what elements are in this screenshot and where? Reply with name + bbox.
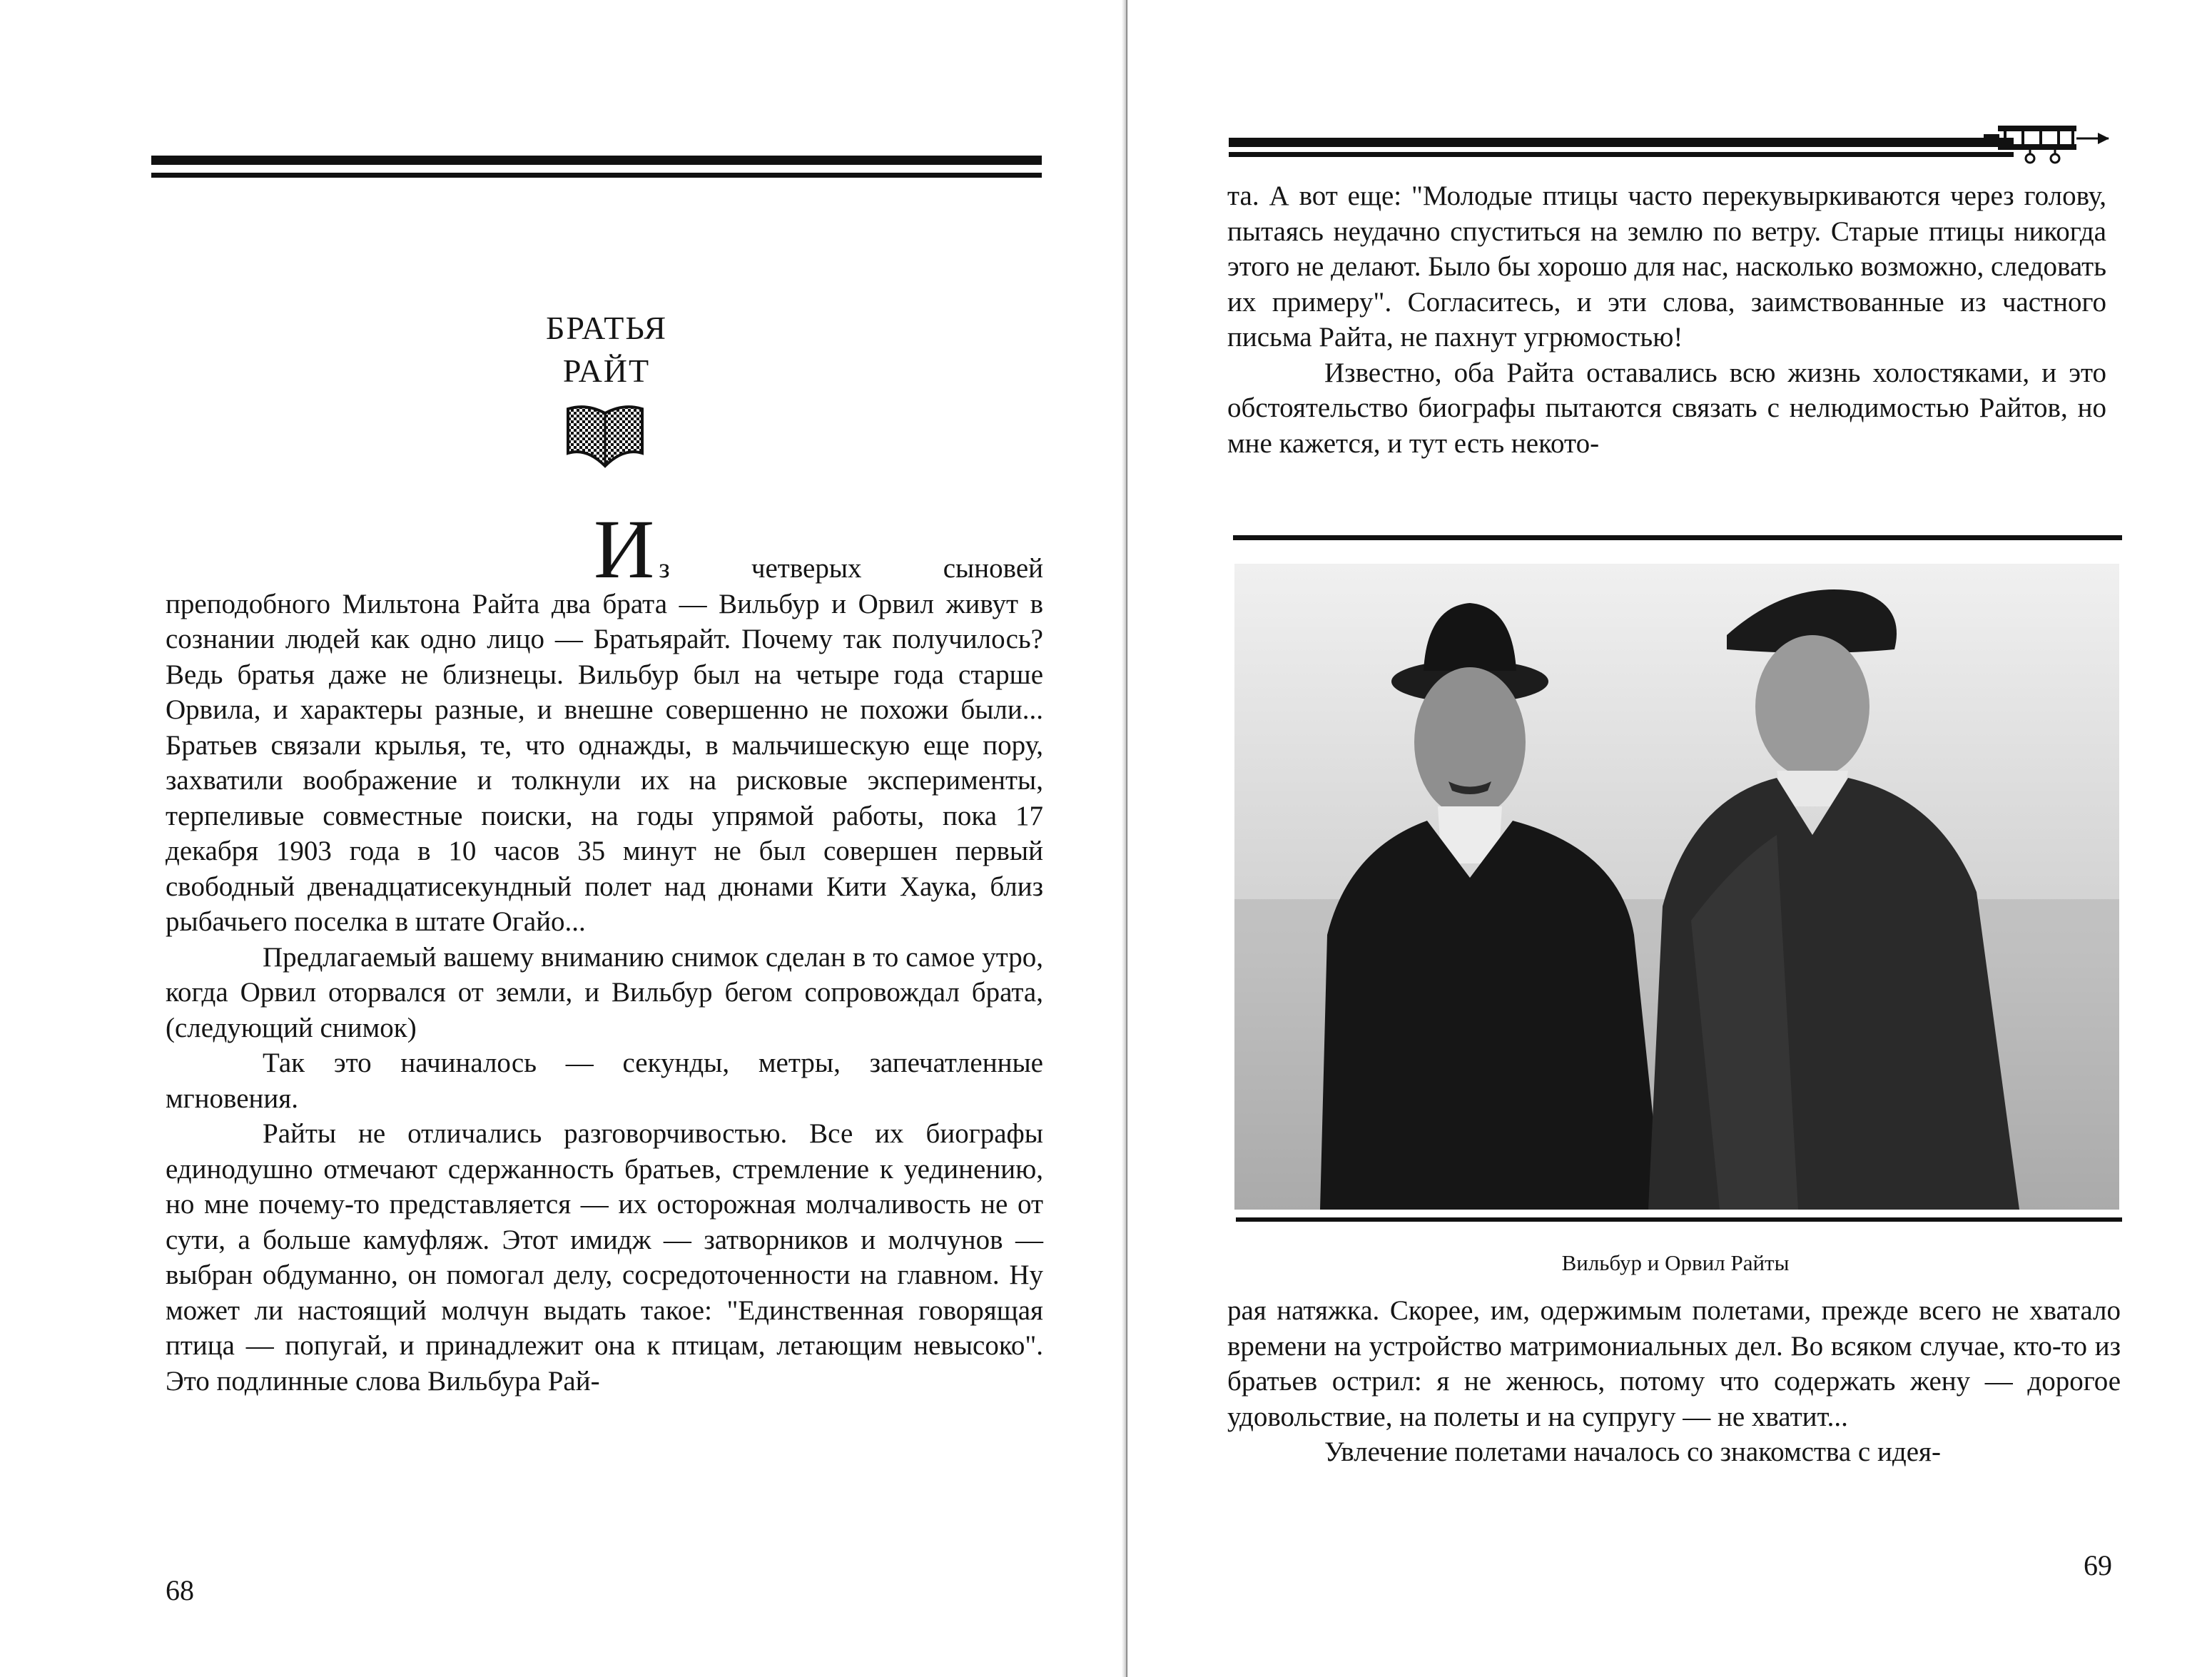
left-header-rule-thick <box>151 156 1042 165</box>
right-body-text-top <box>1227 178 2106 461</box>
right-header-rule-thick <box>1229 138 2014 147</box>
paragraph: Предлагаемый вашему вниманию снимок сделан в то самое утро, когда Орвил оторвался от земли, и Вильбур бегом сопровождал брата, (следующий снимок) <box>166 941 1043 1043</box>
paragraph: Известно, оба Райта оставались всю жизнь холостяками, и это обстоятельство биографы пытаются связать с нелюдимостью Райтов, но мне кажется, и тут есть некото- <box>1227 357 2106 459</box>
chapter-title-line2: РАЙТ <box>562 353 651 389</box>
paragraph: рая натяжка. Скорее, им, одержимым полетами, прежде всего не хватало времени на устройство матримониальных дел. Во всяком случае, кто-то из братьев острил: я не женюсь, потому что содержать жену — дорогое удовольствие, на полеты и на супругу — не хватит... <box>1227 1295 2121 1432</box>
right-body-text-bottom <box>1227 1293 2121 1470</box>
right-header-rule-thin <box>1229 152 2014 157</box>
paragraph: та. А вот еще: "Молодые птицы часто перекувыркиваются через голову, пытаясь неудачно спуститься на землю по ветру. Старые птицы никогда этого не делают. Было бы хорошо для нас, насколько возможно, следовать их примеру". Согласитесь, и эти слова, заимствованные из частного письма Райта, не пахнут угрюмостью! <box>1227 181 2106 353</box>
photo-bottom-rule <box>1236 1217 2122 1222</box>
left-body-text <box>166 502 1043 1399</box>
photo-top-rule <box>1233 535 2122 540</box>
drop-cap: И <box>594 502 655 596</box>
paragraph: Так это начиналось — секунды, метры, запечатленные мгновения. <box>166 1048 1043 1114</box>
paragraph: Увлечение полетами началось со знакомства с идея- <box>1324 1437 1941 1467</box>
paragraph-text: з четверых сыновей преподобного Мильтона Райта два брата — Вильбур и Орвил живут в сознании людей как одно лицо — Братьярайт. Почему так получилось? Ведь братья даже не близнецы. Вильбур был на четыре года старше Орвила, и характеры разные, и внешне совершенно не похожи были... Братьев связали крылья, те, что однажды, в мальчишескую еще пору, захватили воображение и толкнули их на рисковые эксперименты, терпеливые совместные поиски, на годы упрямой работы, пока 17 декабря 1903 года в 10 часов 35 минут не был совершен первый свободный двенадцатисекундный полет над дюнами Кити Хаука, близ рыбачьего поселка в штате Огайо... <box>166 553 1043 937</box>
chapter-title <box>499 307 714 392</box>
page-number-right: 69 <box>2084 1549 2112 1581</box>
photo-caption: Вильбур и Орвил Райты <box>1561 1250 1790 1275</box>
wright-brothers-photo <box>1234 564 2119 1210</box>
open-book-ornament-icon <box>565 403 645 469</box>
photo-illustration <box>1234 564 2119 1210</box>
paragraph <box>166 502 1043 940</box>
left-header-rule-thin <box>151 173 1042 178</box>
chapter-title-line1: БРАТЬЯ <box>545 310 668 346</box>
biplane-icon <box>1984 113 2111 168</box>
paragraph: Райты не отличались разговорчивостью. Все их биографы единодушно отмечают сдержанность братьев, стремление к уединению, но мне почему-то представляется — их осторожная молчаливость не от сути, а больше камуфляж. Этот имидж — затворников и молчунов — выбран обдуманно, он помогал делу, сосредоточенности на главном. Ну может ли настоящий молчун выдать такое: "Единственная говорящая птица — попугай, и принадлежит она к птицам, летающим невысоко". Это подлинные слова Вильбура Рай- <box>166 1118 1043 1397</box>
page-number-left: 68 <box>166 1574 194 1606</box>
